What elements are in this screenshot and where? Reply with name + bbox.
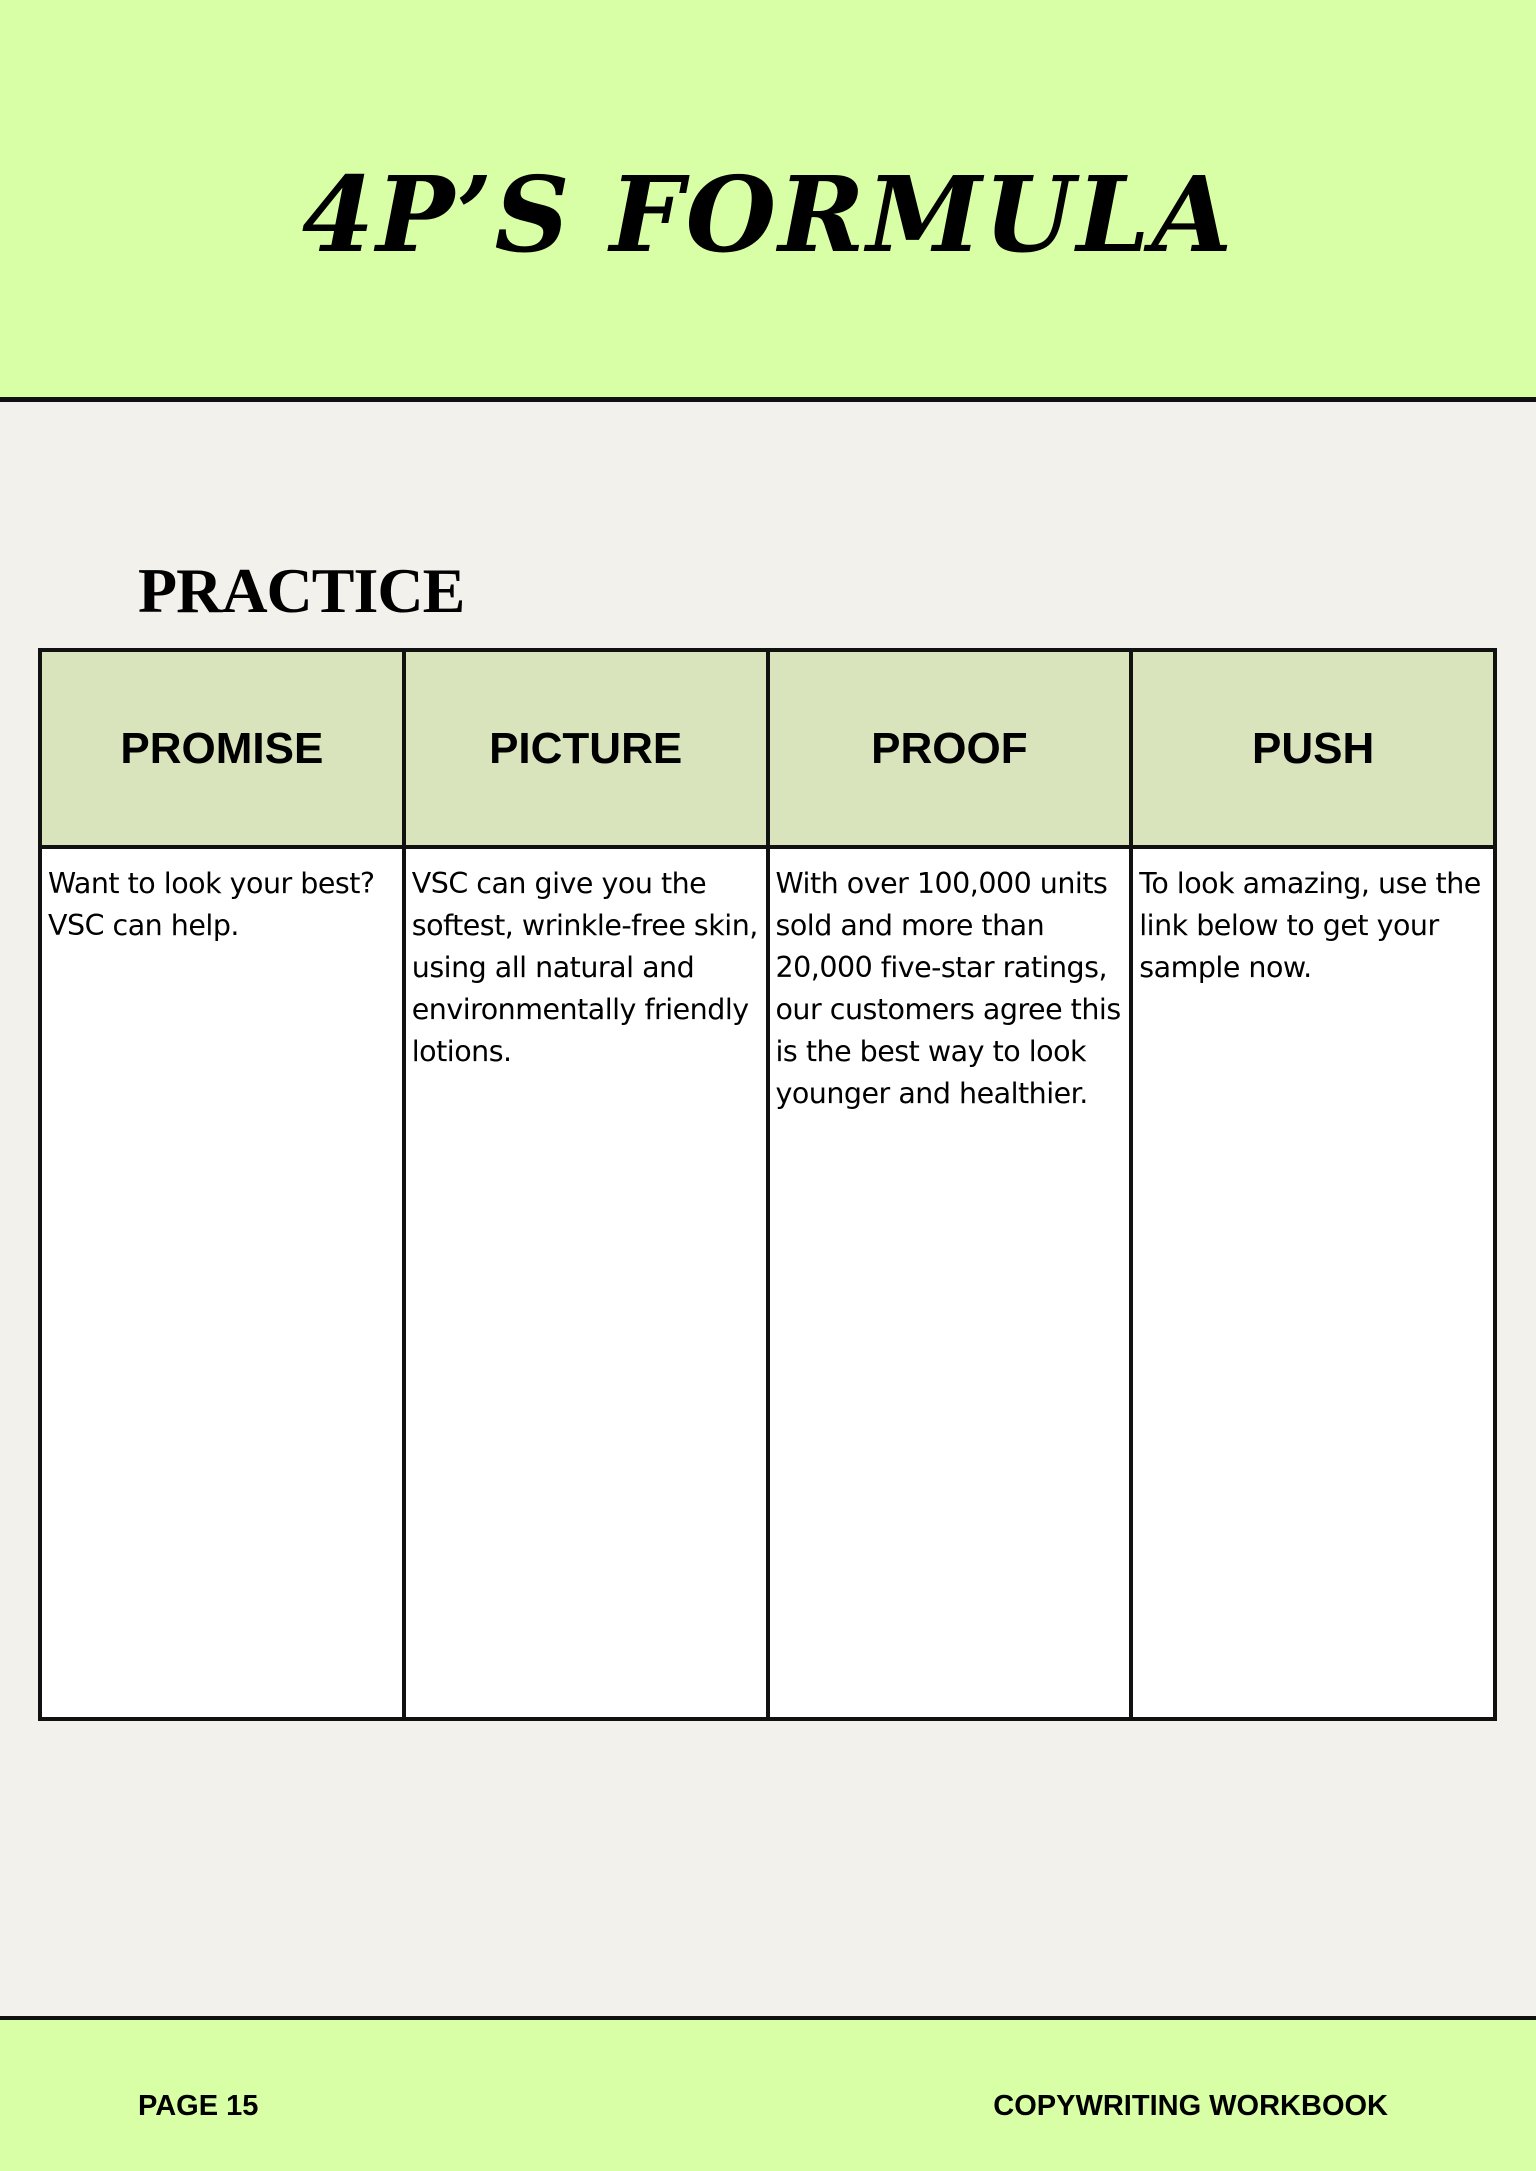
picture-cell: VSC can give you the softest, wrinkle-free skin, using all natural and environmentally friendly lotions. bbox=[404, 847, 768, 1719]
workbook-name: COPYWRITING WORKBOOK bbox=[993, 2090, 1388, 2122]
table-row bbox=[40, 847, 1495, 1719]
section-title: PRACTICE bbox=[138, 555, 465, 626]
proof-cell: With over 100,000 units sold and more than 20,000 five-star ratings, our customers agree this is the best way to look younger and healthier. bbox=[768, 847, 1132, 1719]
column-header-picture: PICTURE bbox=[404, 650, 768, 847]
column-header-push: PUSH bbox=[1131, 650, 1495, 847]
push-cell: To look amazing, use the link below to get your sample now. bbox=[1131, 847, 1495, 1719]
table-header-row bbox=[40, 650, 1495, 847]
page-number: PAGE 15 bbox=[138, 2090, 259, 2122]
promise-cell: Want to look your best? VSC can help. bbox=[40, 847, 404, 1719]
page-title: 4P’S FORMULA bbox=[301, 153, 1235, 276]
column-header-promise: PROMISE bbox=[40, 650, 404, 847]
column-header-proof: PROOF bbox=[768, 650, 1132, 847]
practice-table bbox=[38, 648, 1497, 1721]
